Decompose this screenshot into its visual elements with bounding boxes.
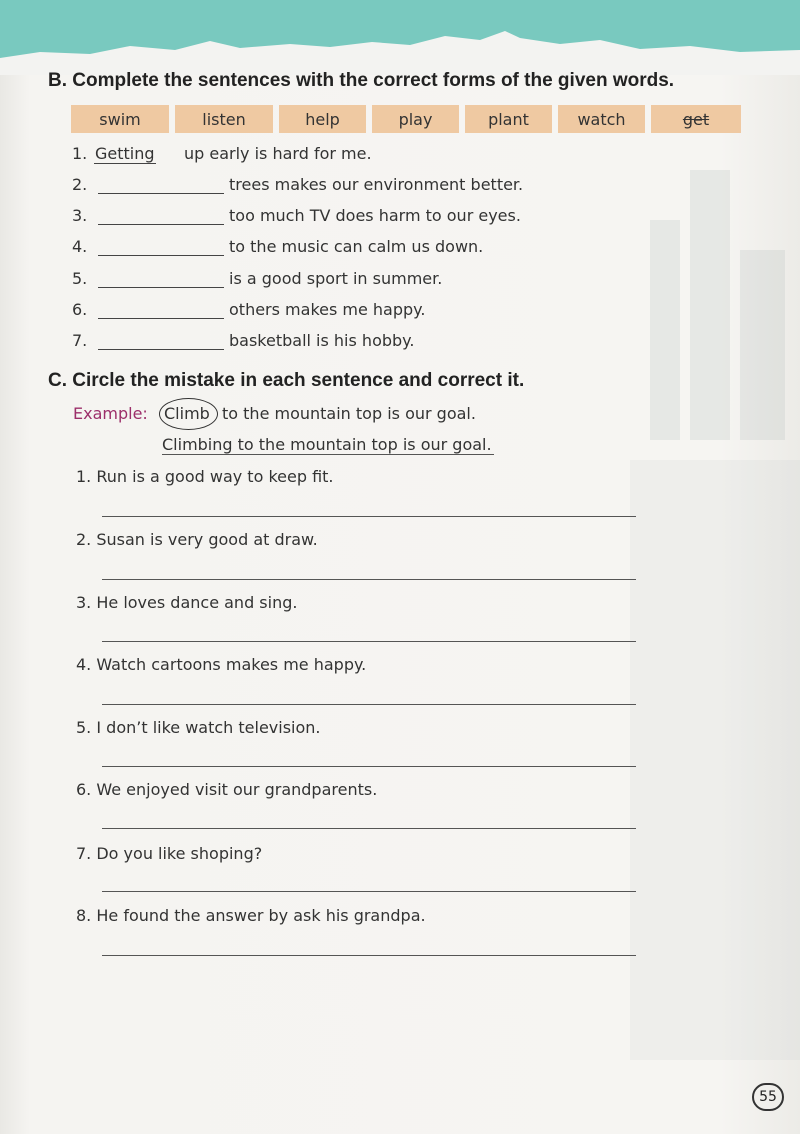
c-item-number: 7. xyxy=(76,844,92,863)
c-item-sentence[interactable]: We enjoyed visit our grandparents. xyxy=(96,780,378,799)
c-item-number: 5. xyxy=(76,718,92,737)
c-item-number: 1. xyxy=(76,467,92,486)
b-item-text: basketball is his hobby. xyxy=(229,331,415,350)
b-item-text: others makes me happy. xyxy=(229,300,426,319)
c-item-2 xyxy=(76,530,318,549)
b-item-number: 7. xyxy=(72,331,88,350)
c-answer-line-6[interactable] xyxy=(102,828,636,829)
c-item-number: 2. xyxy=(76,530,92,549)
section-c-title: C. Circle the mistake in each sentence and correct it. xyxy=(48,370,525,391)
b-item-number: 5. xyxy=(72,269,88,288)
c-item-sentence[interactable]: Do you like shoping? xyxy=(96,844,263,863)
c-item-sentence[interactable]: Run is a good way to keep fit. xyxy=(96,467,334,486)
example-correction: Climbing to the mountain top is our goal. xyxy=(162,435,492,454)
word-chip-play: play xyxy=(372,105,459,133)
example-circled-word: Climb xyxy=(164,404,210,423)
c-item-5 xyxy=(76,718,321,737)
c-item-4 xyxy=(76,655,366,674)
word-chip-listen: listen xyxy=(175,105,273,133)
b-item-number: 4. xyxy=(72,237,88,256)
b-item-answer: Getting xyxy=(95,144,155,163)
c-item-6 xyxy=(76,780,377,799)
section-b-title: B. Complete the sentences with the correct forms of the given words. xyxy=(48,70,675,91)
b-answer-blank[interactable] xyxy=(98,318,224,319)
b-item-number: 2. xyxy=(72,175,88,194)
c-item-sentence[interactable]: Watch cartoons makes me happy. xyxy=(96,655,367,674)
c-item-sentence[interactable]: He found the answer by ask his grandpa. xyxy=(96,906,426,925)
word-chip-plant: plant xyxy=(465,105,552,133)
c-item-7 xyxy=(76,844,262,863)
c-item-sentence[interactable]: I don’t like watch television. xyxy=(96,718,321,737)
b-answer-blank[interactable] xyxy=(98,287,224,288)
c-item-sentence[interactable]: Susan is very good at draw. xyxy=(96,530,318,549)
b-item-text: trees makes our environment better. xyxy=(229,175,524,194)
example-sentence: to the mountain top is our goal. xyxy=(222,404,476,423)
b-item-number: 6. xyxy=(72,300,88,319)
header-banner xyxy=(0,0,800,75)
b-item-text: too much TV does harm to our eyes. xyxy=(229,206,521,225)
b-answer-blank[interactable] xyxy=(98,349,224,350)
c-item-number: 8. xyxy=(76,906,92,925)
c-item-sentence[interactable]: He loves dance and sing. xyxy=(96,593,298,612)
c-item-number: 3. xyxy=(76,593,92,612)
b-item-text: to the music can calm us down. xyxy=(229,237,484,256)
city-watermark xyxy=(630,160,800,1120)
c-item-8 xyxy=(76,906,426,925)
b-item-number: 3. xyxy=(72,206,88,225)
c-answer-line-3[interactable] xyxy=(102,641,636,642)
c-answer-line-8[interactable] xyxy=(102,955,636,956)
c-answer-line-7[interactable] xyxy=(102,891,636,892)
c-item-number: 4. xyxy=(76,655,92,674)
c-answer-line-2[interactable] xyxy=(102,579,636,580)
word-chip-get: get xyxy=(651,105,741,133)
word-chip-watch: watch xyxy=(558,105,645,133)
c-answer-line-4[interactable] xyxy=(102,704,636,705)
b-item-number: 1. xyxy=(72,144,88,163)
example-label: Example: xyxy=(73,404,148,423)
c-answer-line-5[interactable] xyxy=(102,766,636,767)
b-answer-blank[interactable] xyxy=(98,224,224,225)
page-number: 55 xyxy=(752,1083,784,1111)
b-answer-blank[interactable] xyxy=(98,255,224,256)
b-answer-blank[interactable] xyxy=(98,193,224,194)
word-chip-help: help xyxy=(279,105,366,133)
b-item-text: is a good sport in summer. xyxy=(229,269,443,288)
c-answer-line-1[interactable] xyxy=(102,516,636,517)
word-chip-swim: swim xyxy=(71,105,169,133)
c-item-3 xyxy=(76,593,297,612)
b-item-text: up early is hard for me. xyxy=(184,144,372,163)
c-item-1 xyxy=(76,467,334,486)
c-item-number: 6. xyxy=(76,780,92,799)
